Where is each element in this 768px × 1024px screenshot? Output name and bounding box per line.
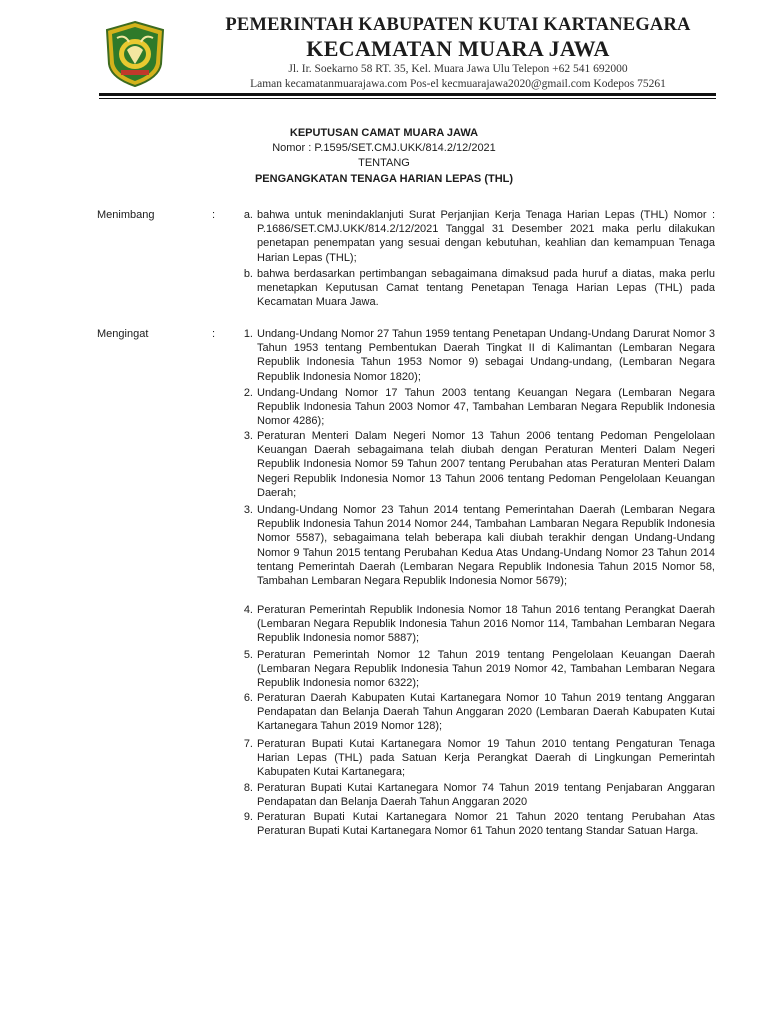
item-text: Undang-Undang Nomor 17 Tahun 2003 tentang Keuangan Negara (Lembaran Negara Republik Indonesia Tahun 2003 Nomor 47, Tambahan Lembaran Negara Republik Indonesia Nomor 4286); [257, 387, 715, 428]
letterhead-government: PEMERINTAH KABUPATEN KUTAI KARTANEGARA [225, 15, 691, 35]
item-number: 5. [243, 649, 253, 661]
item-text: Peraturan Bupati Kutai Kartanegara Nomor 19 Tahun 2010 tentang Pengaturan Tenaga Harian Lepas (THL) pada Satuan Kerja Perangkat Daerah di Lingkungan Pemerintah Kabupaten Kutai Kartanegara; [257, 738, 715, 779]
item-text: Peraturan Daerah Kabupaten Kutai Kartanegara Nomor 10 Tahun 2019 tentang Anggaran Pendapatan dan Belanja Daerah Tahun Anggaran 2020 (Lembaran Daerah Kabupaten Kutai Kartanegara Tahun 2019 Nomor 128); [257, 692, 715, 733]
letterhead [178, 14, 738, 92]
kutai-kartanegara-emblem-icon [103, 20, 167, 88]
letterhead-address: Jl. Ir. Soekarno 58 RT. 35, Kel. Muara Jawa Ulu Telepon +62 541 692000 [288, 63, 628, 75]
decision-title-block [0, 126, 768, 187]
letterhead-district: KECAMATAN MUARA JAWA [306, 36, 610, 61]
item-number: 4. [243, 604, 253, 616]
item-number: 3. [243, 430, 253, 442]
item-text: Peraturan Pemerintah Republik Indonesia Nomor 18 Tahun 2016 tentang Perangkat Daerah (Lembaran Negara Republik Indonesia Tahun 2016 Nomor 114, Tambahan Lembaran Negara Republik Indonesia nomor 5887); [257, 604, 715, 645]
item-text: Peraturan Menteri Dalam Negeri Nomor 13 Tahun 2006 tentang Pedoman Pengelolaan Keuangan Daerah sebagaimana telah diubah dengan Peraturan Menteri Dalam Negeri Republik Indonesia Nomor 59 Tahun 2007 tentang Perubahan atas Peraturan Menteri Dalam Negeri Republik Indonesia Nomor 13 Tahun 2006 tentang Pedoman Pengelolaan Keuangan Daerah; [257, 430, 715, 499]
item-text: Peraturan Pemerintah Nomor 12 Tahun 2019 tentang Pengelolaan Keuangan Daerah (Lembaran Negara Republik Indonesia Tahun 2019 Nomor 42, Tambahan Lembaran Negara Republik Indonesia nomor 6322); [257, 649, 715, 690]
letterhead-divider-thin [99, 98, 716, 99]
decision-title: KEPUTUSAN CAMAT MUARA JAWA [289, 127, 479, 139]
mengingat-label: Mengingat [97, 328, 149, 340]
letterhead-contact: Laman kecamatanmuarajawa.com Pos-el kecmuarajawa2020@gmail.com Kodepos 75261 [250, 78, 666, 90]
item-text: Undang-Undang Nomor 23 Tahun 2014 tentang Pemerintahan Daerah (Lembaran Negara Republik Indonesia Tahun 2014 Nomor 244, Tambahan Lambaran Negara Republik Indonesia Nomor 5587), sebagaimana telah beberapa kali diubah terakhir dengan Undang-Undang Nomor 9 Tahun 2015 tentang Perubahan Kedua Atas Undang-Undang Nomor 23 Tahun 2014 tentang Pemerintah Daerah (Lembaran Negara Republik Indonesia Tahun 2015 Nomor 58, Tambahan Lembaran Negara Republik Indonesia Nomor 5679); [257, 504, 715, 588]
menimbang-colon: : [212, 209, 216, 221]
item-text: Peraturan Bupati Kutai Kartanegara Nomor 74 Tahun 2019 tentang Penjabaran Anggaran Pendapatan dan Belanja Daerah Tahun Anggaran 2020 [257, 782, 715, 809]
decision-about: TENTANG [358, 157, 410, 170]
item-number: 1. [243, 328, 253, 340]
item-text: Peraturan Bupati Kutai Kartanegara Nomor 21 Tahun 2020 tentang Perubahan Atas Peraturan Bupati Kutai Kartanegara Nomor 61 Tahun 2020 tentang Standar Satuan Harga. [257, 811, 715, 838]
decision-subject: PENGANGKATAN TENAGA HARIAN LEPAS (THL) [254, 172, 514, 185]
item-text: bahwa berdasarkan pertimbangan sebagaimana dimaksud pada huruf a diatas, maka perlu menetapkan Keputusan Camat tentang Penetapan Tenaga Harian Lepas (THL) pada Kecamatan Muara Jawa. [257, 268, 715, 309]
item-number: 3. [243, 504, 253, 516]
mengingat-colon: : [212, 328, 216, 340]
item-text: Undang-Undang Nomor 27 Tahun 1959 tentang Penetapan Undang-Undang Darurat Nomor 3 Tahun 1953 tentang Pembentukan Daerah Tingkat II di Kalimantan (Lembaran Negara Republik Indonesia Tahun 1953 Nomor 9) sebagai Undang-undang, (Lembaran Negara Republik Indonesia Nomor 1820); [257, 328, 715, 383]
item-number: 8. [243, 782, 253, 794]
item-number: 6. [243, 692, 253, 704]
item-number: b. [243, 268, 253, 280]
item-number: 7. [243, 738, 253, 750]
item-number: 9. [243, 811, 253, 823]
decision-number: Nomor : P.1595/SET.CMJ.UKK/814.2/12/2021 [272, 142, 496, 155]
item-text: bahwa untuk menindaklanjuti Surat Perjanjian Kerja Tenaga Harian Lepas (THL) Nomor : P.1686/SET.CMJ.UKK/814.2/12/2021 Tanggal 31 Desember 2021 maka perlu dilakukan penetapan penempatan yang sesuai dengan kebutuhan, keahlian dan kemampuan Tenaga Harian Lepas (THL); [257, 209, 715, 264]
item-number: a. [243, 209, 253, 221]
menimbang-label: Menimbang [97, 209, 155, 221]
letterhead-divider-thick [99, 93, 716, 96]
item-number: 2. [243, 387, 253, 399]
